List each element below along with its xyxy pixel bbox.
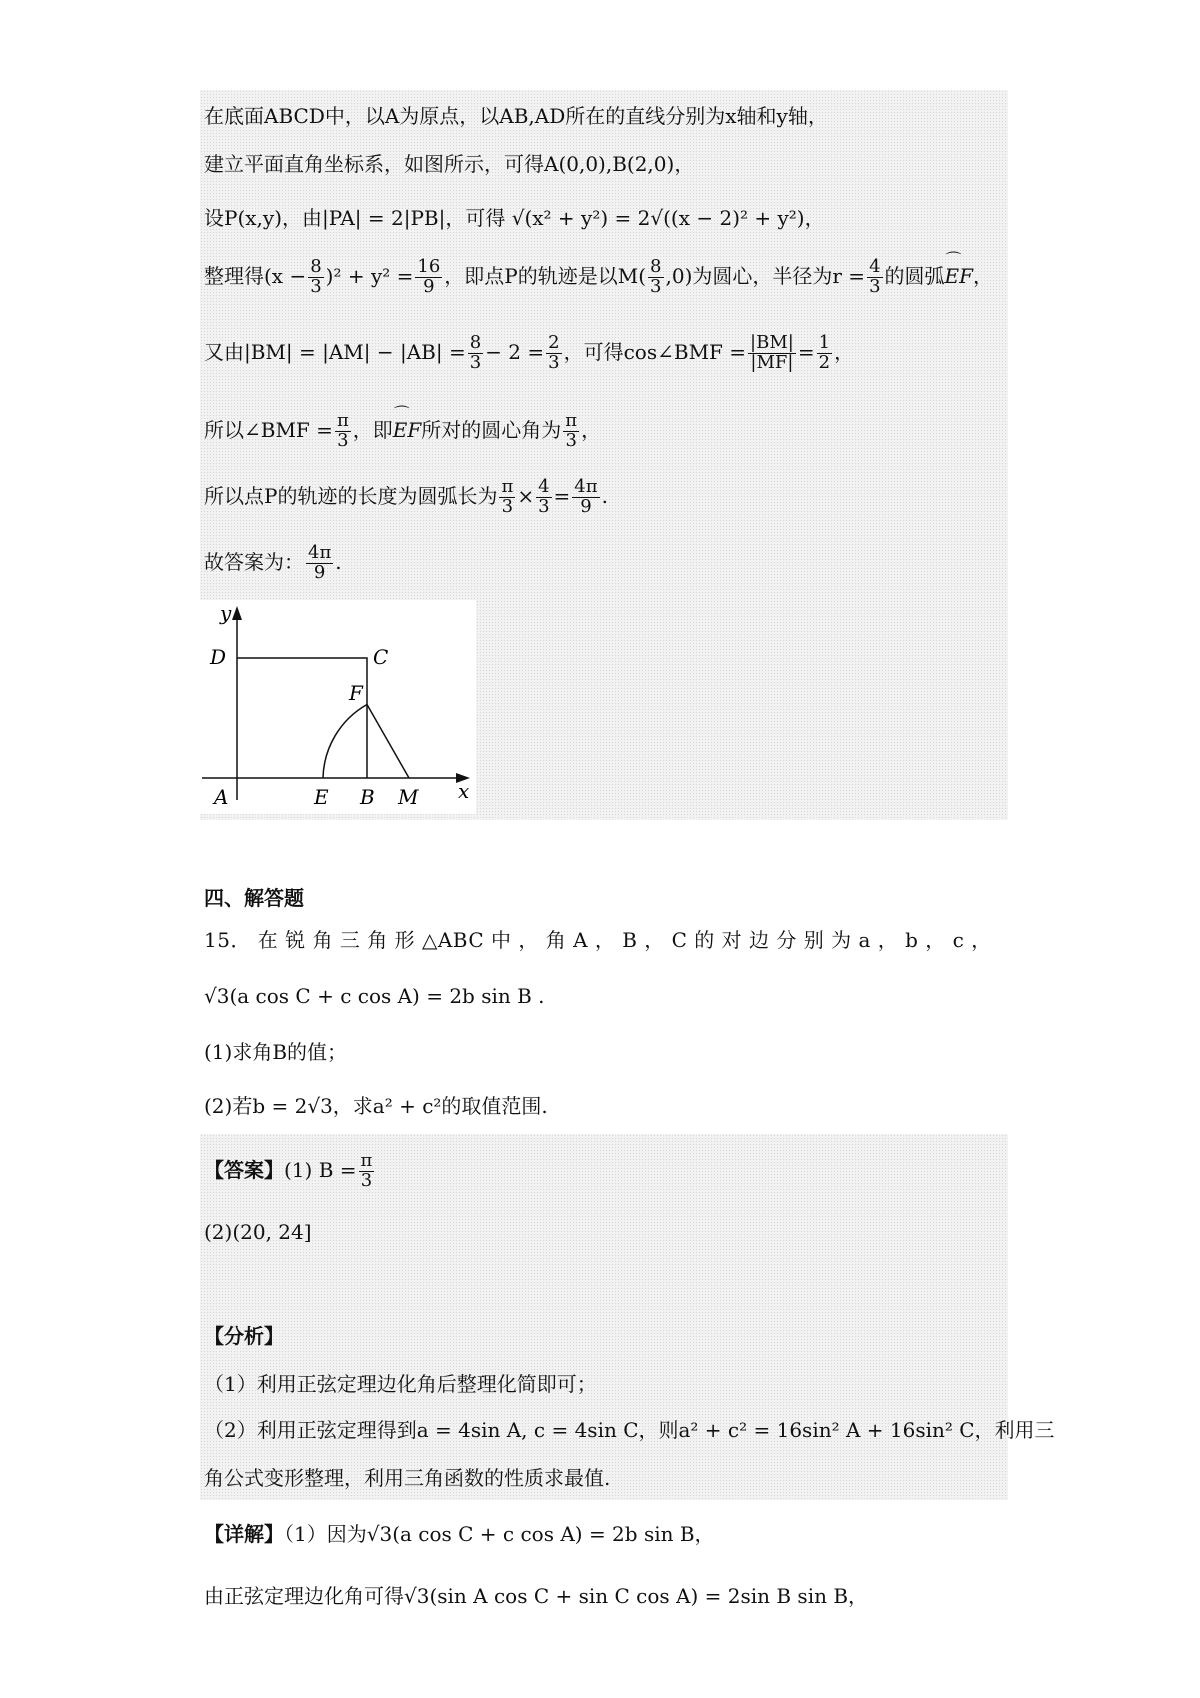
solution-line-1: 在底面ABCD中，以A为原点，以AB,AD所在的直线分别为x轴和y轴， xyxy=(204,104,828,128)
analysis-line-2: （2）利用正弦定理得到a = 4sin A, c = 4sin C，则a² + c² = 16sin² A + 16sin² C，利用三 xyxy=(204,1418,1055,1442)
solution-line-2: 建立平面直角坐标系，如图所示，可得A(0,0),B(2,0)， xyxy=(204,152,695,176)
solution-line-7: 所以点P的轨迹的长度为圆弧长为 $\frac{\pi}{3}$ × $\frac{4}{3}$ = $\frac{4\pi}{9}$ . xyxy=(204,476,608,517)
question-15-line-1: 15． 在 锐 角 三 角 形 △ABC 中 ， 角 A ， B ， C 的 对 边 分 别 为 a ， b ， c ， xyxy=(204,928,992,952)
label-c: C xyxy=(373,645,389,669)
detail-label: 【详解】 xyxy=(204,1522,284,1546)
label-f: F xyxy=(349,681,363,705)
figure-background xyxy=(200,600,476,814)
label-d: D xyxy=(210,645,227,669)
label-a: A xyxy=(214,785,229,809)
distance-equation: √(x² + y²) = 2√((x − 2)² + y²)， xyxy=(511,206,825,230)
analysis-line-3: 角公式变形整理，利用三角函数的性质求最值. xyxy=(204,1466,611,1490)
section-heading: 四、解答题 xyxy=(204,886,304,910)
solution-line-5: 又由|BM| = |AM| − |AB| = $\frac{8}{3}$ − 2 = $\frac{2}{3}$ ，可得cos∠BMF = $\frac{|BM|}{|MF|}$ = $\frac{1}{2}$ ， xyxy=(204,332,855,373)
detail-line-2: 由正弦定理边化角可得√3(sin A cos C + sin C cos A) = 2sin B sin B， xyxy=(204,1584,869,1608)
solution-line-4: 整理得(x − $\frac{8}{3}$ )² + y² = $\frac{16}{9}$ ，即点P的轨迹是以M( $\frac{8}{3}$ ,0)为圆心，半径为r = $\frac{4}{3}$ 的圆弧⌒ EF， xyxy=(204,258,993,297)
coordinate-figure xyxy=(200,600,476,814)
solution-line-8: 故答案为： $\frac{4\pi}{9}$ . xyxy=(204,542,342,583)
label-m: M xyxy=(398,785,419,809)
detail-line-1: 【详解】（1）因为√3(a cos C + c cos A) = 2b sin B， xyxy=(204,1522,715,1546)
question-15-line-2: √3(a cos C + c cos A) = 2b sin B . xyxy=(204,984,545,1008)
label-y: y xyxy=(220,601,232,625)
arc-ef: ⌒ EF xyxy=(393,418,421,442)
analysis-line-1: （1）利用正弦定理边化角后整理化简即可； xyxy=(204,1372,597,1396)
solution-line-3: 设P(x,y)，由|PA| = 2|PB|，可得 √(x² + y²) = 2√((x − 2)² + y²)， xyxy=(204,206,825,230)
solution-line-6: 所以∠BMF = $\frac{\pi}{3}$ ，即⌒ EF所对的圆心角为 $\frac{\pi}{3}$ ， xyxy=(204,412,601,451)
answer-label: 【答案】 xyxy=(204,1157,284,1182)
analysis-label: 【分析】 xyxy=(204,1324,284,1348)
label-x: x xyxy=(458,779,470,803)
label-e: E xyxy=(314,785,329,809)
question-15-part-2: (2)若b = 2√3，求a² + c²的取值范围. xyxy=(204,1094,548,1118)
question-15-part-1: (1)求角B的值； xyxy=(204,1040,348,1064)
label-b: B xyxy=(360,785,375,809)
answer-line-2: (2)(20, 24] xyxy=(204,1220,312,1244)
answer-line-1: 【答案】(1) B = $\frac{\pi}{3}$ xyxy=(204,1150,373,1191)
arc-ef: ⌒ EF xyxy=(945,264,973,288)
